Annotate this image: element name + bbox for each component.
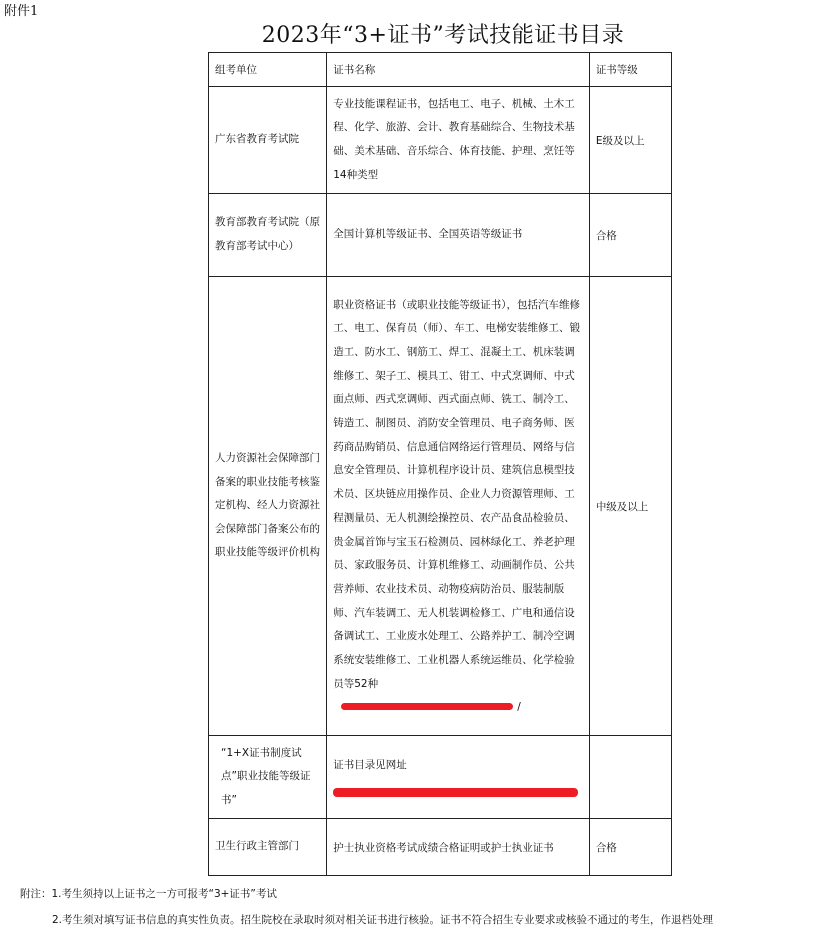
attachment-label: 附件1 xyxy=(4,4,39,19)
note-2: 2.考生须对填写证书信息的真实性负责。招生院校在录取时须对相关证书进行核验。证书不符合招生专业要求或核验不通过的考生，作退档处理 xyxy=(52,914,714,926)
name-cell: 专业技能课程证书，包括电工、电子、机械、土木工程、化学、旅游、会计、教育基础综合、生物技术基础、美术基础、音乐综合、体育技能、护理、烹饪等14种类型 xyxy=(333,97,575,181)
org-cell: 广东省教育考试院 xyxy=(215,133,299,146)
redacted-url-line xyxy=(333,696,583,718)
name-cell: 护士执业资格考试成绩合格证明或护士执业证书 xyxy=(333,841,554,854)
name-cell: 职业资格证书（或职业技能等级证书），包括汽车维修工、电工、保育员（师）、车工、电梯安装维修工、锻造工、防水工、钢筋工、焊工、混凝土工、机床装调维修工、架子工、模具工、钳工、中式烹调师、中式面点师、西式烹调师、西式面点师、铣工、制冷工、铸造工、制图员、消防安全管理员、电子商务师、医药商品购销员、信息通信网络运行管理员、网络与信息安全管理员、计算机程序设计员、建筑信息模型技术员、区块链应用操作员、企业人力资源管理师、工程测量员、无人机测绘操控员、农产品食品检验员、贵金属首饰与宝玉石检测员、园林绿化工、养老护理员、家政服务员、计算机维修工、动画制作员、公共营养师、农业技术员、动物疫病防治员、服装制版师、汽车装调工、无人机装调检修工、广电和通信设备调试工、工业废水处理工、公路养护工、制冷空调系统安装维修工、工业机器人系统运维员、化学检验员等52种 xyxy=(333,298,580,690)
table-row xyxy=(209,736,672,819)
note-1: 附注：1.考生须持以上证书之一方可报考“3+证书”考试 xyxy=(20,888,277,900)
header-name: 证书名称 xyxy=(327,53,590,87)
table-row xyxy=(209,87,672,194)
header-level: 证书等级 xyxy=(589,53,671,87)
org-cell: 人力资源社会保障部门备案的职业技能考核鉴定机构、经人力资源社会保障部门备案公布的职业技能等级评价机构 xyxy=(215,452,320,559)
table-row xyxy=(209,819,672,876)
org-cell: 教育部教育考试院（原教育部考试中心） xyxy=(215,216,320,252)
header-org: 组考单位 xyxy=(209,53,327,87)
certificate-table xyxy=(208,52,672,876)
table-header-row xyxy=(209,53,672,87)
org-cell: 卫生行政主管部门 xyxy=(215,840,299,853)
level-cell: E级及以上 xyxy=(595,134,645,147)
table-row xyxy=(209,277,672,736)
org-cell: “1+X证书制度试点”职业技能等级证书” xyxy=(221,746,311,806)
page-title: 2023年“3+证书”考试技能证书目录 xyxy=(261,23,625,48)
name-cell: 证书目录见网址 xyxy=(333,759,407,771)
level-cell: 合格 xyxy=(595,841,617,854)
table-row xyxy=(209,194,672,277)
redaction-mark xyxy=(333,788,578,797)
url-tail: / xyxy=(517,701,521,714)
redaction-mark xyxy=(341,703,513,710)
level-cell: 合格 xyxy=(595,229,617,242)
name-cell: 全国计算机等级证书、全国英语等级证书 xyxy=(333,228,523,241)
level-cell: 中级及以上 xyxy=(595,500,649,513)
